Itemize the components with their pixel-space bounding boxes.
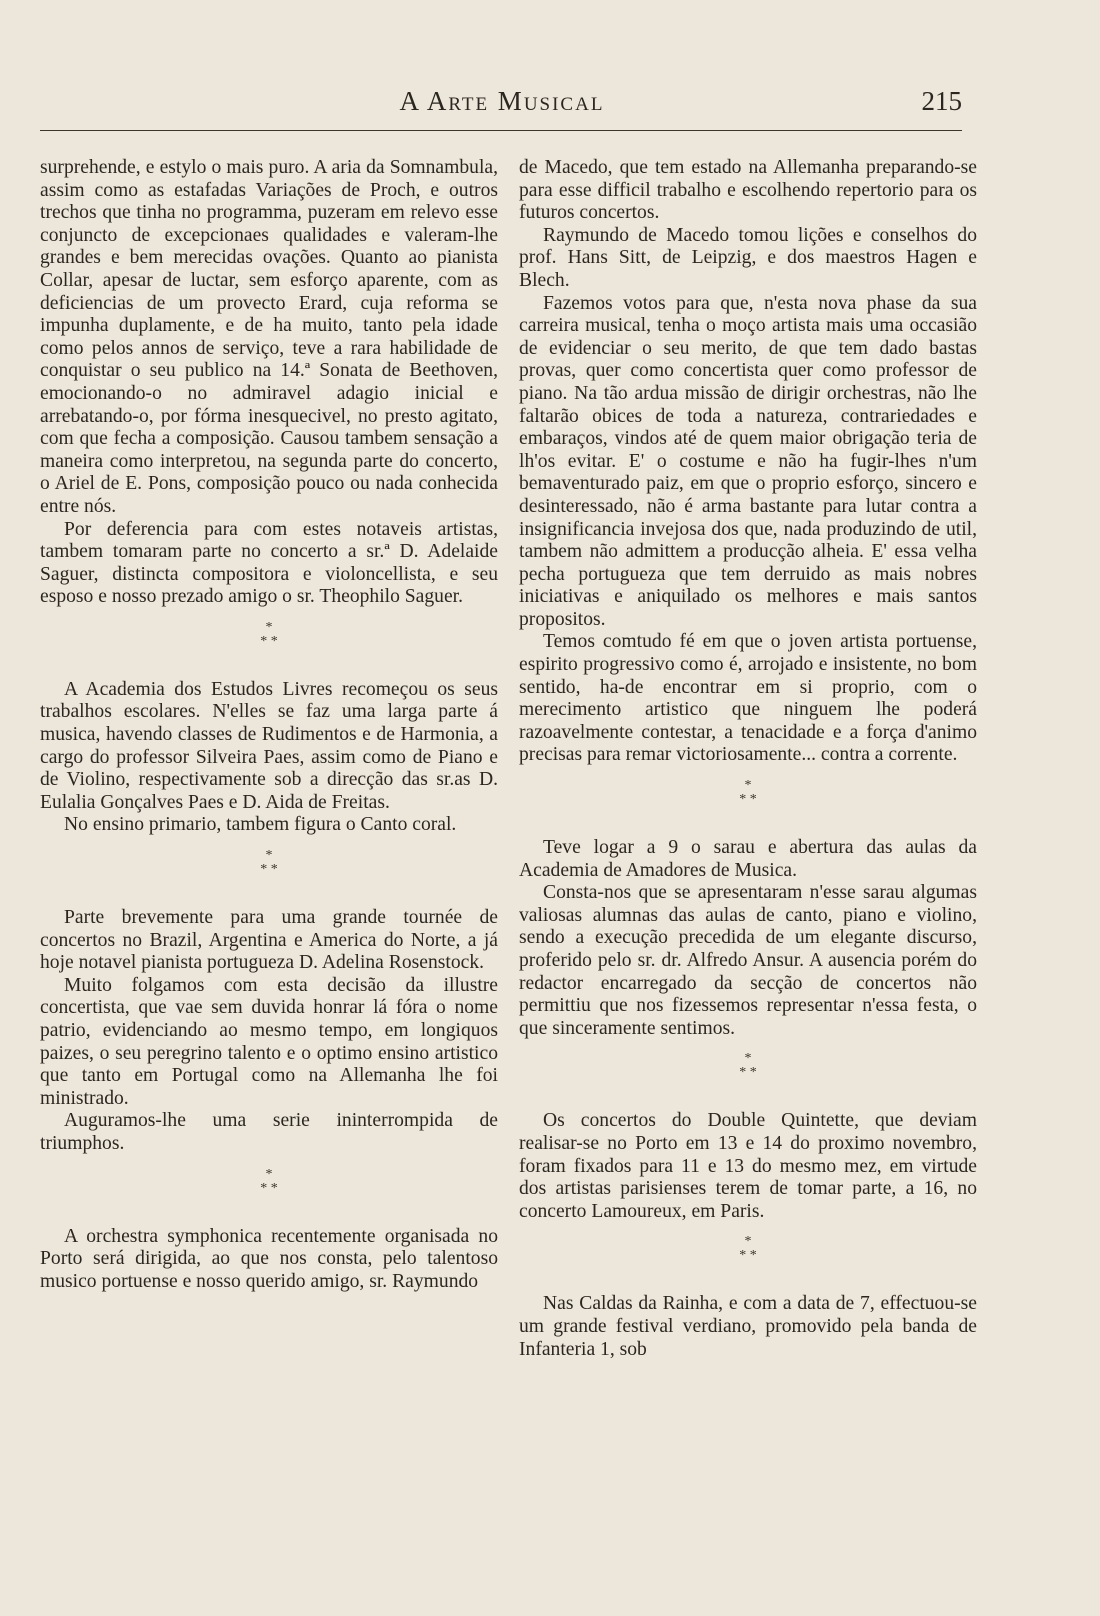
paragraph: de Macedo, que tem estado na Allemanha preparando-se para esse difficil trabalho e escolhendo repertorio para os futuros concertos. <box>519 157 977 224</box>
section-separator: * * * <box>260 848 278 878</box>
section-separator: * * * <box>739 1234 757 1264</box>
paragraph: Temos comtudo fé em que o joven artista portuense, espirito progressivo como é, arrojado e insistente, no bom sentido, ha-de encontrar em si proprio, com o merecimento artistico que ninguem lhe poderá razoavelmente contestar, a tenacidade e a força d'animo precisas para remar victoriosamente... contra a corrente. <box>519 631 977 766</box>
paragraph: Nas Caldas da Rainha, e com a data de 7, effectuou-se um grande festival verdiano, promovido pela banda de Infanteria 1, sob <box>519 1293 977 1360</box>
section-separator: * * * <box>739 778 757 808</box>
section-separator: * * * <box>260 619 278 649</box>
section-separator: * * * <box>260 1166 278 1196</box>
paragraph: A Academia dos Estudos Livres recomeçou os seus trabalhos escolares. N'elles se faz uma larga parte á musica, havendo classes de Rudimentos e de Harmonia, a cargo do professor Silveira Paes, assim como de Piano e de Violino, respectivamente sob a direcção das sr.as D. Eulalia Gonçalves Paes e D. Aida de Freitas. <box>40 678 498 813</box>
paragraph: No ensino primario, tambem figura o Canto coral. <box>64 814 457 836</box>
header-rule <box>40 130 962 131</box>
paragraph: Por deferencia para com estes notaveis artistas, tambem tomaram parte no concerto a sr.ª D. Adelaide Saguer, distincta compositora e violoncellista, e seu esposo e nosso prezado amigo o sr. Theophilo Saguer. <box>40 518 498 608</box>
left-column <box>40 157 498 1293</box>
paragraph: A orchestra symphonica recentemente organisada no Porto será dirigida, ao que nos consta, pelo talentoso musico portuense e nosso querido amigo, sr. Raymundo <box>40 1225 498 1292</box>
paragraph: Muito folgamos com esta decisão da illustre concertista, que vae sem duvida honrar lá fóra o nome patrio, evidenciando ao mesmo tempo, em longiquos paizes, o seu peregrino talento e o optimo ensino artistico que tanto em Portugal como na Allemanha lhe foi ministrado. <box>40 974 498 1109</box>
paragraph: Raymundo de Macedo tomou lições e conselhos do prof. Hans Sitt, de Leipzig, e dos maestros Hagen e Blech. <box>519 224 977 291</box>
paragraph: Teve logar a 9 o sarau e abertura das aulas da Academia de Amadores de Musica. <box>519 837 977 881</box>
page-number: 215 <box>921 86 962 116</box>
paragraph: Consta-nos que se apresentaram n'esse sarau algumas valiosas alumnas das aulas de canto, piano e violino, sendo a execução precedida de um elegante discurso, proferido pelo sr. dr. Alfredo Ansur. A ausencia porém do redactor encarregado da secção de concertos não permittiu que nos fizessemos representar n'essa festa, o que sinceramente sentimos. <box>519 882 977 1039</box>
paragraph: surprehende, e estylo o mais puro. A aria da Somnambula, assim como as estafadas Variações de Proch, e outros trechos que tinha no programma, puzeram em relevo esse conjuncto de excepcionaes qualidades e valeram-lhe grandes e bem merecidas ovações. Quanto ao pianista Collar, apesar de luctar, sem esforço aparente, com as deficiencias de um provecto Erard, cuja reforma se impunha duplamente, e de ha muito, tanto pela idade como pelos annos de serviço, teve a rara habilidade de conquistar o seu publico na 14.ª Sonata de Beethoven, emocionando-o no admiravel adagio inicial e arrebatando-o, por fórma inesquecivel, no presto agitato, com que fecha a composição. Causou tambem sensação a maneira como interpretou, na segunda parte do concerto, o Ariel de E. Pons, composição pouco ou nada conhecida entre nós. <box>40 157 498 517</box>
paragraph: Auguramos-lhe uma serie ininterrompida de triumphos. <box>40 1110 498 1154</box>
section-separator: * * * <box>739 1051 757 1081</box>
right-column <box>519 157 977 1361</box>
running-header <box>42 86 962 122</box>
paragraph: Parte brevemente para uma grande tournée de concertos no Brazil, Argentina e America do Norte, a já hoje notavel pianista portugueza D. Adelina Rosenstock. <box>40 907 498 974</box>
paragraph: Fazemos votos para que, n'esta nova phase da sua carreira musical, tenha o moço artista mais uma occasião de evidenciar o seu merito, de que tem dado bastas provas, quer como concertista quer como professor de piano. Na tão ardua missão de dirigir orchestras, não lhe faltarão obices de toda a natureza, contrariedades e embaraços, vindos até de quem maior obrigação teria de lh'os evitar. E' o costume e não ha fugir-lhes n'um bemaventurado paiz, em que o proprio esforço, sincero e desinteressado, não é arma bastante para lutar contra a insignificancia invejosa dos que, nada produzindo de util, tambem não admittem a producção alheia. E' essa velha pecha portugueza que tem derruido as mais nobres iniciativas e aniquilado os melhores e mais santos propositos. <box>519 292 977 630</box>
journal-title: A Arte Musical <box>399 86 605 116</box>
paragraph: Os concertos do Double Quintette, que deviam realisar-se no Porto em 13 e 14 do proximo novembro, foram fixados para 11 e 13 do mesmo mez, em virtude dos artistas parisienses terem de tomar parte, a 16, no concerto Lamoureux, em Paris. <box>519 1110 977 1222</box>
